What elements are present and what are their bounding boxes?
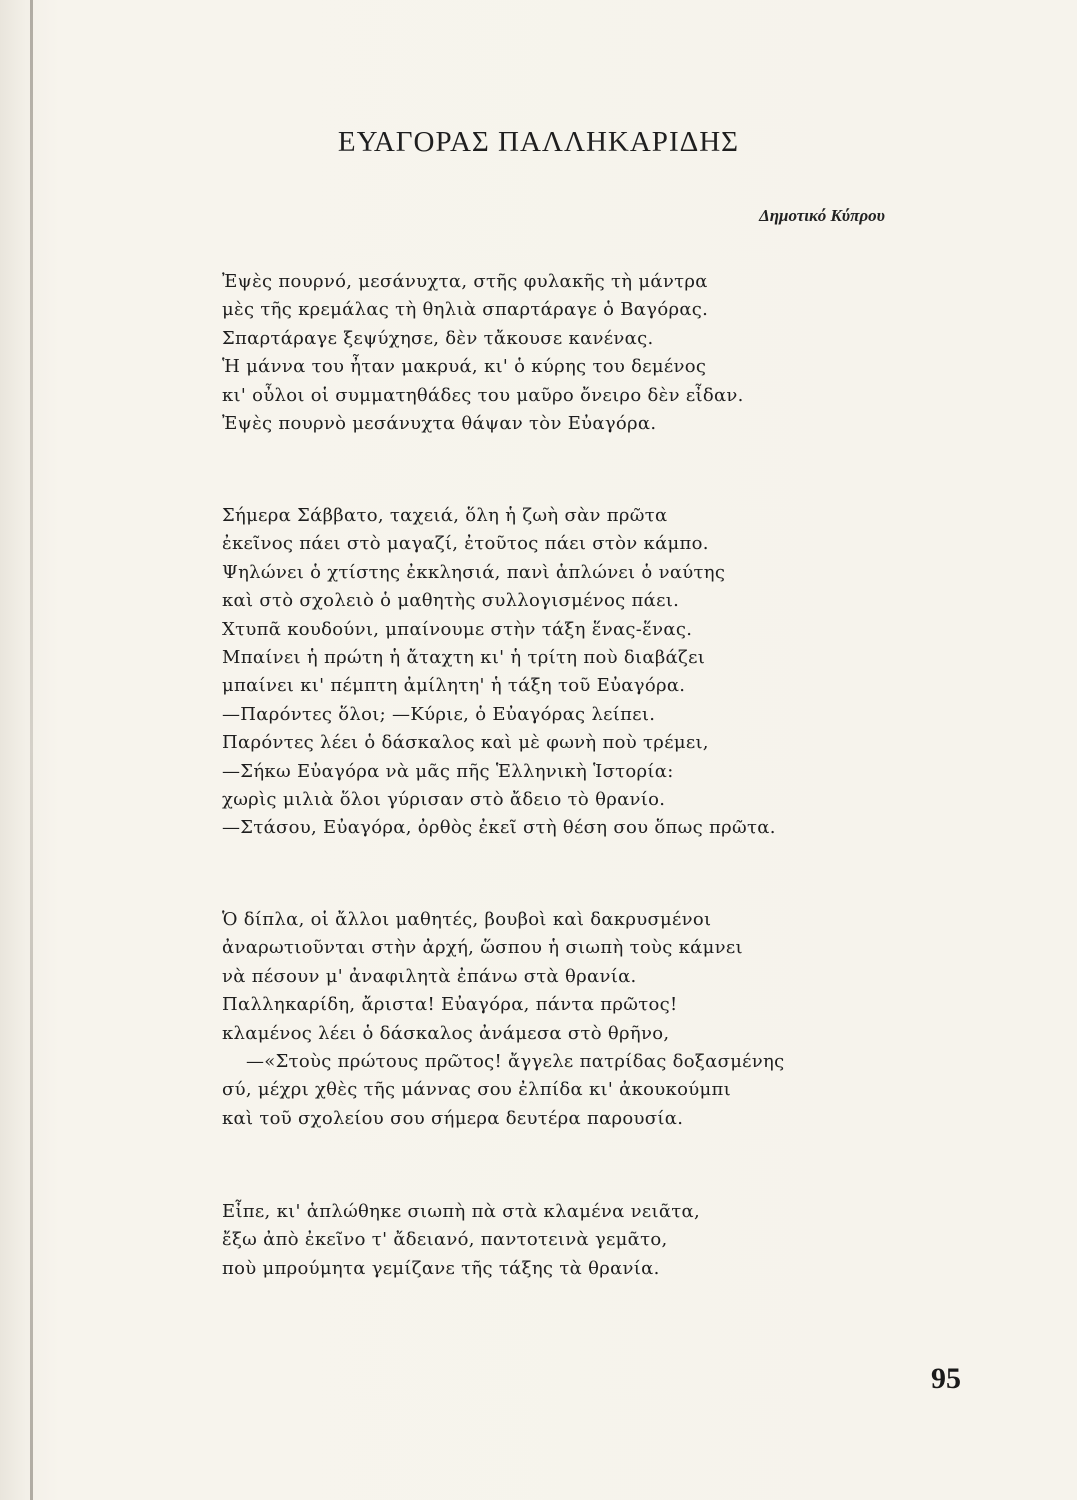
verse-line: Ἐψὲς πουρνὸ μεσάνυχτα θάψαν τὸν Εὐαγόρα. [222, 412, 657, 434]
verse-line: Ψηλώνει ὁ χτίστης ἐκκλησιά, πανὶ ἁπλώνει ὁ ναύτης [222, 561, 726, 583]
verse-line: καὶ τοῦ σχολείου σου σήμερα δευτέρα παρουσία. [222, 1107, 684, 1129]
verse-line: κι' οὖλοι οἱ συμματηθάδες του μαῦρο ὄνειρο δὲν εἶδαν. [222, 384, 744, 406]
stanza-3 [222, 906, 785, 1133]
verse-line: Ἡ μάννα του ἦταν μακρυά, κι' ὁ κύρης του δεμένος [222, 356, 707, 378]
verse-line: ποὺ μπρούμητα γεμίζανε τῆς τάξης τὰ θρανία. [222, 1257, 660, 1279]
verse-line: χωρὶς μιλιὰ ὅλοι γύρισαν στὸ ἄδειο τὸ θρανίο. [222, 788, 666, 810]
verse-line: ἔξω ἀπὸ ἐκεῖνο τ' ἄδειανό, παντοτεινὰ γεμᾶτο, [222, 1229, 668, 1251]
verse-line: Μπαίνει ἡ πρώτη ἡ ἄταχτη κι' ἡ τρίτη ποὺ διαβάζει [222, 646, 706, 668]
verse-line: νὰ πέσουν μ' ἀναφιλητὰ ἐπάνω στὰ θρανία. [222, 965, 637, 987]
verse-line: καὶ στὸ σχολειὸ ὁ μαθητὴς συλλογισμένος πάει. [222, 590, 680, 612]
verse-line: μὲς τῆς κρεμάλας τὴ θηλιὰ σπαρτάραγε ὁ Βαγόρας. [222, 299, 709, 321]
verse-line: μπαίνει κι' πέμπτη ἀμίλητη' ἡ τάξη τοῦ Εὐαγόρα. [222, 675, 686, 697]
verse-line: Ὁ δίπλα, οἱ ἄλλοι μαθητές, βουβοὶ καὶ δακρυσμένοι [222, 909, 712, 930]
verse-line: —«Στοὺς πρώτους πρῶτος! ἄγγελε πατρίδας δοξασμένης [246, 1050, 785, 1072]
stanza-1 [222, 268, 744, 438]
verse-line: ἐκεῖνος πάει στὸ μαγαζί, ἐτοῦτος πάει στὸν κάμπο. [222, 533, 709, 555]
verse-line: Χτυπᾶ κουδούνι, μπαίνουμε στὴν τάξη ἕνας-ἕνας. [222, 618, 693, 640]
verse-line: σύ, μέχρι χθὲς τῆς μάννας σου ἐλπίδα κι' ἀκουκούμπι [222, 1079, 731, 1101]
verse-line: κλαμένος λέει ὁ δάσκαλος ἀνάμεσα στὸ θρῆνο, [222, 1022, 670, 1044]
verse-line: Εἶπε, κι' ἁπλώθηκε σιωπὴ πὰ στὰ κλαμένα νειᾶτα, [222, 1201, 701, 1222]
stanza-4 [222, 1198, 700, 1283]
verse-line: —Σήκω Εὐαγόρα νὰ μᾶς πῆς Ἑλληνικὴ Ἱστορία: [222, 760, 674, 782]
page-spine-shadow [30, 0, 33, 1500]
verse-line: Ἐψὲς πουρνό, μεσάνυχτα, στῆς φυλακῆς τὴ μάντρα [222, 271, 708, 292]
poem-attribution: Δημοτικό Κύπρου [759, 206, 885, 225]
verse-line: Σπαρτάραγε ξεψύχησε, δὲν τἄκουσε κανένας. [222, 327, 654, 349]
verse-line: —Στάσου, Εὐαγόρα, ὀρθὸς ἐκεῖ στὴ θέση σου ὅπως πρῶτα. [222, 817, 776, 839]
verse-line: —Παρόντες ὅλοι; —Κύριε, ὁ Εὐαγόρας λείπει. [222, 703, 656, 725]
verse-line: ἀναρωτιοῦνται στὴν ἀρχή, ὥσπου ἡ σιωπὴ τοὺς κάμνει [222, 937, 743, 959]
poem-title: ΕΥΑΓΟΡΑΣ ΠΑΛΛΗΚΑΡΙΔΗΣ [337, 126, 740, 158]
verse-line: Σήμερα Σάββατο, ταχειά, ὅλη ἡ ζωὴ σὰν πρῶτα [222, 505, 668, 526]
page-number: 95 [931, 1362, 961, 1395]
verse-line: Παρόντες λέει ὁ δάσκαλος καὶ μὲ φωνὴ ποὺ τρέμει, [222, 732, 709, 754]
verse-line: Παλληκαρίδη, ἄριστα! Εὐαγόρα, πάντα πρῶτος! [222, 994, 678, 1016]
stanza-2 [222, 502, 776, 843]
